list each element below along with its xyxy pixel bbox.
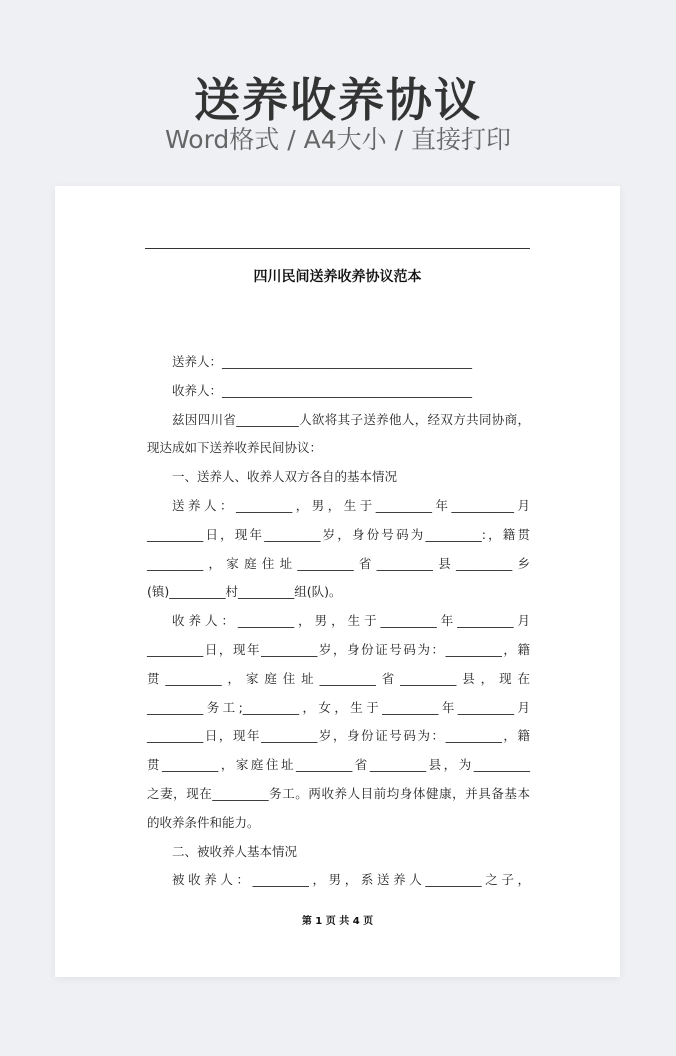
document-line: _________日，现年_________岁，身份号码为_________:，籍贯	[147, 526, 530, 542]
page-title: 送养收养协议	[194, 73, 482, 127]
document-line: (镇)_________村_________组(队)。	[147, 584, 342, 600]
document-line: _________日，现年_________岁，身份证号码为：_________，籍	[147, 642, 530, 657]
document-line: 被收养人：_________，男，系送养人_________之子，	[172, 872, 530, 888]
document-title: 四川民间送养收养协议范本	[253, 269, 422, 285]
document-line: _________日，现年_________岁，身份证号码为：_________，籍	[147, 728, 530, 744]
document-line: _________务工;_________，女，生于_________年_________月	[147, 699, 530, 715]
document-line: 现达成如下送养收养民间协议：	[147, 440, 323, 456]
page-footer: 第 1 页 共 4 页	[301, 916, 374, 927]
document-line: 贯_________，家庭住址_________省_________县，为_________	[147, 757, 530, 773]
document-line: 之妻，现在_________务工。两收养人目前均身体健康，并具备基本	[147, 786, 530, 801]
document-line: 的收养条件和能力。	[147, 814, 260, 830]
document-line: 收养人：_________，男，生于_________年_________月	[172, 613, 530, 629]
page-subtitle: Word格式 / A4大小 / 直接打印	[165, 125, 511, 154]
document-line: 送养人：________________________________________	[172, 354, 473, 369]
header-rule	[145, 248, 530, 249]
document-line: 收养人：________________________________________	[172, 382, 473, 398]
document-line: _________，家庭住址_________省_________县_________乡	[147, 555, 530, 571]
document-line: 一、送养人、收养人双方各自的基本情况	[172, 469, 398, 485]
document-line: 兹因四川省__________人欲将其子送养他人，经双方共同协商，	[172, 411, 530, 427]
document-line: 送养人：_________，男，生于_________年__________月	[172, 498, 530, 513]
document-page	[55, 186, 620, 977]
document-line: 二、被收养人基本情况	[172, 843, 298, 859]
document-line: 贯_________，家庭住址_________省_________县，现在	[147, 670, 530, 686]
